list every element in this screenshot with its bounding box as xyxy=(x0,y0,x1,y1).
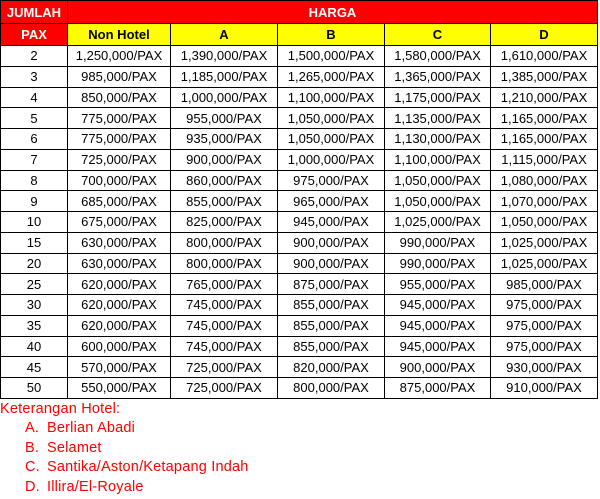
price-cell-a: 935,000/PAX xyxy=(171,129,278,150)
price-cell-non-hotel: 775,000/PAX xyxy=(68,129,171,150)
price-cell-a: 860,000/PAX xyxy=(171,170,278,191)
table-row xyxy=(1,357,598,378)
price-cell-b: 855,000/PAX xyxy=(278,315,385,336)
price-cell-a: 1,390,000/PAX xyxy=(171,46,278,67)
price-cell-non-hotel: 620,000/PAX xyxy=(68,315,171,336)
note-hotel-name: Santika/Aston/Ketapang Indah xyxy=(47,459,249,476)
price-cell-a: 800,000/PAX xyxy=(171,232,278,253)
price-cell-non-hotel: 850,000/PAX xyxy=(68,87,171,108)
price-cell-non-hotel: 620,000/PAX xyxy=(68,295,171,316)
price-cell-d: 1,210,000/PAX xyxy=(491,87,598,108)
note-letter: A. xyxy=(25,420,40,437)
table-row xyxy=(1,149,598,170)
price-cell-b: 1,500,000/PAX xyxy=(278,46,385,67)
pax-header: PAX xyxy=(1,24,68,46)
note-item xyxy=(0,439,249,458)
price-cell-non-hotel: 685,000/PAX xyxy=(68,191,171,212)
price-cell-b: 1,265,000/PAX xyxy=(278,66,385,87)
notes-title: Keterangan Hotel: xyxy=(0,401,121,417)
header-row-columns xyxy=(1,24,598,46)
price-cell-a: 765,000/PAX xyxy=(171,274,278,295)
price-cell-d: 975,000/PAX xyxy=(491,336,598,357)
price-cell-a: 745,000/PAX xyxy=(171,295,278,316)
note-item xyxy=(0,419,249,438)
price-cell-d: 1,070,000/PAX xyxy=(491,191,598,212)
price-cell-d: 1,025,000/PAX xyxy=(491,253,598,274)
price-cell-b: 945,000/PAX xyxy=(278,212,385,233)
table-row xyxy=(1,378,598,399)
table-row xyxy=(1,295,598,316)
table-row xyxy=(1,46,598,67)
price-cell-non-hotel: 630,000/PAX xyxy=(68,253,171,274)
price-cell-d: 1,165,000/PAX xyxy=(491,129,598,150)
price-cell-d: 1,165,000/PAX xyxy=(491,108,598,129)
table-row xyxy=(1,129,598,150)
pax-cell: 6 xyxy=(1,129,68,150)
column-header-non-hotel: Non Hotel xyxy=(68,24,171,46)
note-item xyxy=(0,458,249,477)
price-cell-b: 975,000/PAX xyxy=(278,170,385,191)
jumlah-header: JUMLAH xyxy=(1,1,68,24)
price-cell-c: 1,050,000/PAX xyxy=(385,191,491,212)
price-cell-non-hotel: 985,000/PAX xyxy=(68,66,171,87)
price-cell-b: 965,000/PAX xyxy=(278,191,385,212)
table-row xyxy=(1,108,598,129)
price-cell-non-hotel: 700,000/PAX xyxy=(68,170,171,191)
price-cell-a: 1,185,000/PAX xyxy=(171,66,278,87)
price-cell-d: 1,080,000/PAX xyxy=(491,170,598,191)
hotel-notes xyxy=(0,400,249,497)
price-cell-b: 800,000/PAX xyxy=(278,378,385,399)
table-row xyxy=(1,191,598,212)
pax-cell: 8 xyxy=(1,170,68,191)
pax-cell: 10 xyxy=(1,212,68,233)
table-row xyxy=(1,253,598,274)
price-cell-a: 725,000/PAX xyxy=(171,357,278,378)
price-cell-c: 945,000/PAX xyxy=(385,295,491,316)
pax-cell: 4 xyxy=(1,87,68,108)
price-cell-b: 1,100,000/PAX xyxy=(278,87,385,108)
note-hotel-name: Berlian Abadi xyxy=(47,420,136,437)
price-cell-b: 1,000,000/PAX xyxy=(278,149,385,170)
table-row xyxy=(1,274,598,295)
pax-cell: 20 xyxy=(1,253,68,274)
pax-cell: 50 xyxy=(1,378,68,399)
harga-header: HARGA xyxy=(68,1,598,24)
price-cell-c: 955,000/PAX xyxy=(385,274,491,295)
price-cell-non-hotel: 570,000/PAX xyxy=(68,357,171,378)
price-cell-d: 985,000/PAX xyxy=(491,274,598,295)
price-cell-b: 1,050,000/PAX xyxy=(278,108,385,129)
column-header-b: B xyxy=(278,24,385,46)
price-cell-non-hotel: 600,000/PAX xyxy=(68,336,171,357)
price-cell-c: 990,000/PAX xyxy=(385,232,491,253)
table-row xyxy=(1,336,598,357)
note-letter: D. xyxy=(25,478,40,495)
price-cell-c: 1,135,000/PAX xyxy=(385,108,491,129)
price-cell-a: 745,000/PAX xyxy=(171,315,278,336)
pax-cell: 5 xyxy=(1,108,68,129)
note-item xyxy=(0,478,249,497)
price-cell-a: 955,000/PAX xyxy=(171,108,278,129)
price-cell-c: 900,000/PAX xyxy=(385,357,491,378)
price-cell-a: 800,000/PAX xyxy=(171,253,278,274)
note-hotel-name: Illira/El-Royale xyxy=(47,478,144,495)
table-row xyxy=(1,66,598,87)
price-cell-d: 975,000/PAX xyxy=(491,295,598,316)
pax-cell: 7 xyxy=(1,149,68,170)
header-row-top xyxy=(1,1,598,24)
price-cell-d: 910,000/PAX xyxy=(491,378,598,399)
note-letter: C. xyxy=(25,459,40,476)
price-cell-c: 945,000/PAX xyxy=(385,336,491,357)
price-cell-c: 1,580,000/PAX xyxy=(385,46,491,67)
price-cell-c: 945,000/PAX xyxy=(385,315,491,336)
price-cell-c: 1,130,000/PAX xyxy=(385,129,491,150)
price-cell-d: 1,385,000/PAX xyxy=(491,66,598,87)
pax-cell: 35 xyxy=(1,315,68,336)
price-cell-d: 1,610,000/PAX xyxy=(491,46,598,67)
note-letter: B. xyxy=(25,439,40,456)
pax-cell: 30 xyxy=(1,295,68,316)
note-hotel-name: Selamet xyxy=(47,439,102,456)
price-cell-c: 990,000/PAX xyxy=(385,253,491,274)
price-cell-non-hotel: 620,000/PAX xyxy=(68,274,171,295)
column-header-a: A xyxy=(171,24,278,46)
price-cell-c: 1,175,000/PAX xyxy=(385,87,491,108)
price-cell-a: 745,000/PAX xyxy=(171,336,278,357)
table-row xyxy=(1,170,598,191)
price-cell-b: 900,000/PAX xyxy=(278,232,385,253)
price-cell-a: 855,000/PAX xyxy=(171,191,278,212)
price-cell-b: 875,000/PAX xyxy=(278,274,385,295)
price-cell-b: 820,000/PAX xyxy=(278,357,385,378)
price-cell-c: 875,000/PAX xyxy=(385,378,491,399)
price-cell-c: 1,025,000/PAX xyxy=(385,212,491,233)
table-row xyxy=(1,232,598,253)
price-cell-b: 900,000/PAX xyxy=(278,253,385,274)
price-cell-b: 855,000/PAX xyxy=(278,295,385,316)
price-cell-d: 930,000/PAX xyxy=(491,357,598,378)
price-cell-non-hotel: 1,250,000/PAX xyxy=(68,46,171,67)
price-cell-c: 1,050,000/PAX xyxy=(385,170,491,191)
price-cell-a: 725,000/PAX xyxy=(171,378,278,399)
pax-cell: 25 xyxy=(1,274,68,295)
price-cell-non-hotel: 725,000/PAX xyxy=(68,149,171,170)
price-cell-non-hotel: 630,000/PAX xyxy=(68,232,171,253)
pax-cell: 15 xyxy=(1,232,68,253)
price-cell-c: 1,365,000/PAX xyxy=(385,66,491,87)
pax-cell: 40 xyxy=(1,336,68,357)
price-cell-b: 855,000/PAX xyxy=(278,336,385,357)
pax-cell: 3 xyxy=(1,66,68,87)
pax-cell: 9 xyxy=(1,191,68,212)
price-cell-non-hotel: 550,000/PAX xyxy=(68,378,171,399)
table-row xyxy=(1,315,598,336)
price-cell-d: 1,115,000/PAX xyxy=(491,149,598,170)
price-cell-non-hotel: 675,000/PAX xyxy=(68,212,171,233)
table-row xyxy=(1,87,598,108)
price-cell-c: 1,100,000/PAX xyxy=(385,149,491,170)
price-cell-b: 1,050,000/PAX xyxy=(278,129,385,150)
price-cell-non-hotel: 775,000/PAX xyxy=(68,108,171,129)
price-cell-d: 1,050,000/PAX xyxy=(491,212,598,233)
price-cell-a: 825,000/PAX xyxy=(171,212,278,233)
column-header-c: C xyxy=(385,24,491,46)
pax-cell: 2 xyxy=(1,46,68,67)
pax-cell: 45 xyxy=(1,357,68,378)
price-cell-a: 1,000,000/PAX xyxy=(171,87,278,108)
table-row xyxy=(1,212,598,233)
price-cell-d: 975,000/PAX xyxy=(491,315,598,336)
price-cell-d: 1,025,000/PAX xyxy=(491,232,598,253)
price-cell-a: 900,000/PAX xyxy=(171,149,278,170)
column-header-d: D xyxy=(491,24,598,46)
